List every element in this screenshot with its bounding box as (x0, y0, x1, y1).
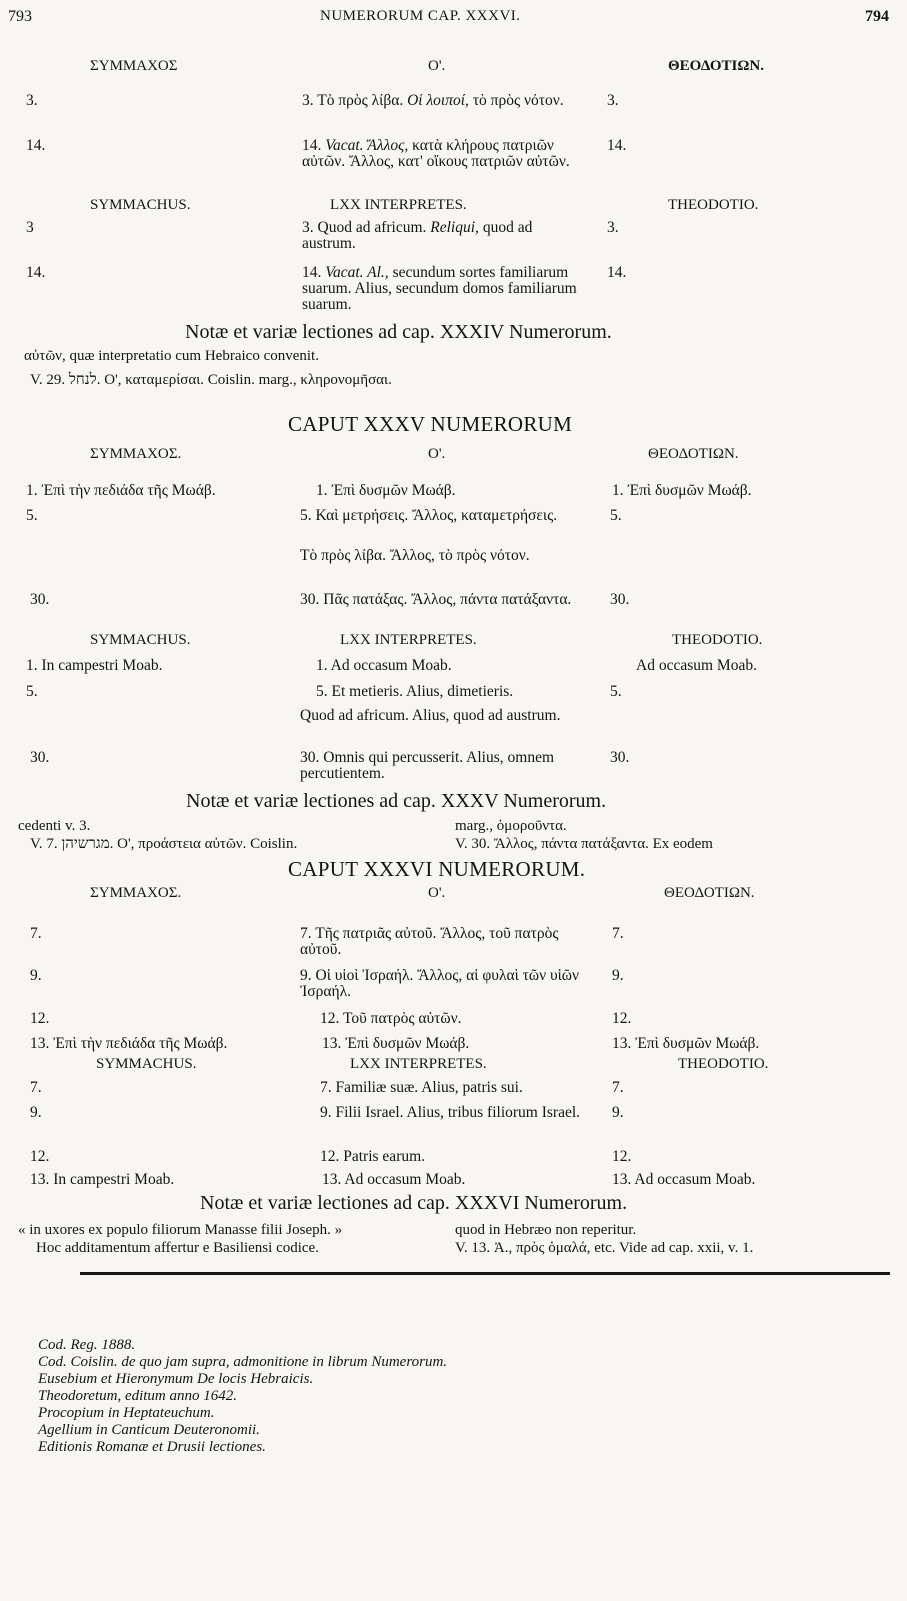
lxx-reading: 7. Familiæ suæ. Alius, patris sui. (320, 1079, 523, 1096)
lxx-reading: 9. Οἱ υἱοὶ Ἰσραήλ. Ἄλλος, αἱ φυλαὶ τῶν υἱῶν Ἰσραήλ. (300, 967, 580, 1000)
lxx-reading: 12. Patris earum. (320, 1148, 426, 1165)
row-number: 14. (26, 264, 46, 281)
notae-heading: Notæ et variæ lectiones ad cap. XXXV Numerorum. (186, 790, 607, 812)
greek-head-lxx: Ο'. (428, 58, 446, 74)
greek-head-theodotion: ΘΕΟΔΟΤΙΩΝ. (664, 885, 755, 901)
row-number: 5. (610, 507, 622, 524)
row-number: 9. (612, 967, 624, 984)
row-number: 5. (26, 683, 38, 700)
lxx-reading: 7. Τῆς πατριᾶς αὐτοῦ. Ἄλλος, τοῦ πατρὸς αὐτοῦ. (300, 925, 559, 958)
latin-head-symmachus: SYMMACHUS. (90, 197, 191, 213)
row-number: 7. (30, 1079, 42, 1096)
lxx-reading: 5. Καὶ μετρήσεις. Ἄλλος, καταμετρήσεις. (300, 507, 558, 524)
reference-line: Editionis Romanæ et Drusii lectiones. (38, 1439, 266, 1455)
reference-line: Agellium in Canticum Deuteronomii. (38, 1422, 260, 1438)
lxx-reading: 5. Et metieris. Alius, dimetieris. (316, 683, 514, 700)
greek-head-theodotion: ΘΕΟΔΟΤΙΩΝ. (648, 446, 739, 462)
footnote-line: V. 30. Ἄλλος, πάντα πατάξαντα. Ex eodem (455, 836, 713, 852)
footnote-line: Hoc additamentum affertur e Basiliensi codice. (36, 1240, 319, 1256)
symmachus-reading: 13. Ἐπὶ τὴν πεδιάδα τῆς Μωάβ. (30, 1035, 228, 1052)
greek-head-symmachus: ΣΥΜΜΑΧΟΣ. (90, 885, 182, 901)
theodotion-reading: 13. Ἐπὶ δυσμῶν Μωάβ. (612, 1035, 760, 1052)
row-number: 3. (26, 92, 38, 109)
footnote-line: V. 13. Ἀ., πρὸς ὁμαλά, etc. Vide ad cap. xxii, v. 1. (455, 1240, 754, 1256)
reference-line: Cod. Reg. 1888. (38, 1337, 136, 1353)
row-number: 14. (607, 264, 627, 281)
latin-head-theodotio: THEODOTIO. (668, 197, 759, 213)
row-number: 3 (26, 219, 34, 236)
row-number: 5. (26, 507, 38, 524)
lxx-reading: 14. Vacat. Ἄλλος, κατὰ κλήρους πατριῶν αὐτῶν. Ἄλλος, κατ' οἴκους πατριῶν αὐτῶν. (302, 137, 570, 170)
row-number: 12. (612, 1010, 632, 1027)
row-number: 7. (612, 1079, 624, 1096)
row-number: 3. (607, 92, 619, 109)
latin-head-theodotio: THEODOTIO. (678, 1056, 769, 1072)
lxx-reading: 9. Filii Israel. Alius, tribus filiorum Israel. (320, 1104, 581, 1121)
reference-line: Cod. Coislin. de quo jam supra, admonitione in librum Numerorum. (38, 1354, 448, 1370)
row-number: 12. (612, 1148, 632, 1165)
running-title: NUMERORUM CAP. XXXVI. (320, 8, 521, 24)
latin-head-theodotio: THEODOTIO. (672, 632, 763, 648)
left-page-number: 793 (8, 8, 32, 25)
greek-head-lxx: Ο'. (428, 446, 446, 462)
lxx-reading: 1. Ἐπὶ δυσμῶν Μωάβ. (316, 482, 456, 499)
row-number: 12. (30, 1148, 50, 1165)
lxx-reading: Quod ad africum. Alius, quod ad austrum. (300, 707, 561, 724)
footnote-line: marg., ὁμοροῦντα. (455, 818, 567, 834)
footnote-line: V. 29. לנחל. Ο', καταμερίσαι. Coislin. marg., κληρονομῆσαι. (30, 372, 392, 388)
symmachus-reading: 13. In campestri Moab. (30, 1171, 175, 1188)
lxx-reading: 1. Ad occasum Moab. (316, 657, 452, 674)
row-number: 3. (607, 219, 619, 236)
row-number: 7. (612, 925, 624, 942)
lxx-reading: 30. Omnis qui percusserit. Alius, omnem percutientem. (300, 749, 555, 782)
latin-head-lxx: LXX INTERPRETES. (350, 1056, 487, 1072)
symmachus-reading: 1. In campestri Moab. (26, 657, 163, 674)
notae-heading: Notæ et variæ lectiones ad cap. XXXIV Numerorum. (185, 321, 612, 343)
latin-head-symmachus: SYMMACHUS. (96, 1056, 197, 1072)
symmachus-reading: 1. Ἐπὶ τὴν πεδιάδα τῆς Μωάβ. (26, 482, 216, 499)
reference-line: Procopium in Heptateuchum. (38, 1405, 215, 1421)
lxx-reading: 12. Τοῦ πατρὸς αὐτῶν. (320, 1010, 462, 1027)
theodotion-reading: 1. Ἐπὶ δυσμῶν Μωάβ. (612, 482, 752, 499)
lxx-reading: 30. Πᾶς πατάξας. Ἄλλος, πάντα πατάξαντα. (300, 591, 572, 608)
row-number: 30. (610, 591, 630, 608)
row-number: 5. (610, 683, 622, 700)
row-number: 9. (30, 1104, 42, 1121)
footnote-line: V. 7. מגרשיהן. Ο', προάστεια αὐτῶν. Coislin. (30, 836, 298, 852)
section-rule (80, 1272, 890, 1275)
row-number: 30. (610, 749, 630, 766)
reference-line: Eusebium et Hieronymum De locis Hebraicis. (38, 1371, 314, 1387)
lxx-reading: 13. Ad occasum Moab. (322, 1171, 466, 1188)
lxx-reading: 3. Quod ad africum. Reliqui, quod ad austrum. (302, 219, 533, 252)
caput-title: CAPUT XXXVI NUMERORUM. (288, 857, 586, 881)
row-number: 14. (607, 137, 627, 154)
greek-head-symmachus: ΣΥΜΜΑΧΟΣ. (90, 446, 182, 462)
lxx-reading: 13. Ἐπὶ δυσμῶν Μωάβ. (322, 1035, 470, 1052)
row-number: 12. (30, 1010, 50, 1027)
latin-head-lxx: LXX INTERPRETES. (330, 197, 467, 213)
latin-head-lxx: LXX INTERPRETES. (340, 632, 477, 648)
lxx-reading: Τὸ πρὸς λίβα. Ἄλλος, τὸ πρὸς νότον. (300, 547, 530, 564)
footnote-line: « in uxores ex populo filiorum Manasse filii Joseph. » (18, 1222, 343, 1238)
footnote-line: quod in Hebræo non reperitur. (455, 1222, 637, 1238)
theodotio-reading: 13. Ad occasum Moab. (612, 1171, 756, 1188)
row-number: 7. (30, 925, 42, 942)
greek-head-symmachus: ΣΥΜΜΑΧΟΣ (90, 58, 178, 74)
notae-heading: Notæ et variæ lectiones ad cap. XXXVI Numerorum. (200, 1192, 628, 1214)
row-number: 14. (26, 137, 46, 154)
reference-line: Theodoretum, editum anno 1642. (38, 1388, 238, 1404)
theodotio-reading: Ad occasum Moab. (636, 657, 757, 674)
greek-head-lxx: Ο'. (428, 885, 446, 901)
greek-head-theodotion: ΘΕΟΔΟΤΙΩΝ. (668, 58, 764, 74)
caput-title: CAPUT XXXV NUMERORUM (288, 412, 573, 436)
latin-head-symmachus: SYMMACHUS. (90, 632, 191, 648)
footnote-line: αὐτῶν, quæ interpretatio cum Hebraico convenit. (24, 348, 319, 364)
lxx-reading: 3. Τὸ πρὸς λίβα. Οἱ λοιποί, τὸ πρὸς νότον. (302, 92, 564, 109)
lxx-reading: 14. Vacat. Al., secundum sortes familiarum suarum. Alius, secundum domos familiarum suarum. (302, 264, 577, 313)
right-page-number: 794 (865, 8, 889, 25)
row-number: 9. (612, 1104, 624, 1121)
row-number: 30. (30, 591, 50, 608)
footnote-line: cedenti v. 3. (18, 818, 91, 834)
row-number: 30. (30, 749, 50, 766)
row-number: 9. (30, 967, 42, 984)
